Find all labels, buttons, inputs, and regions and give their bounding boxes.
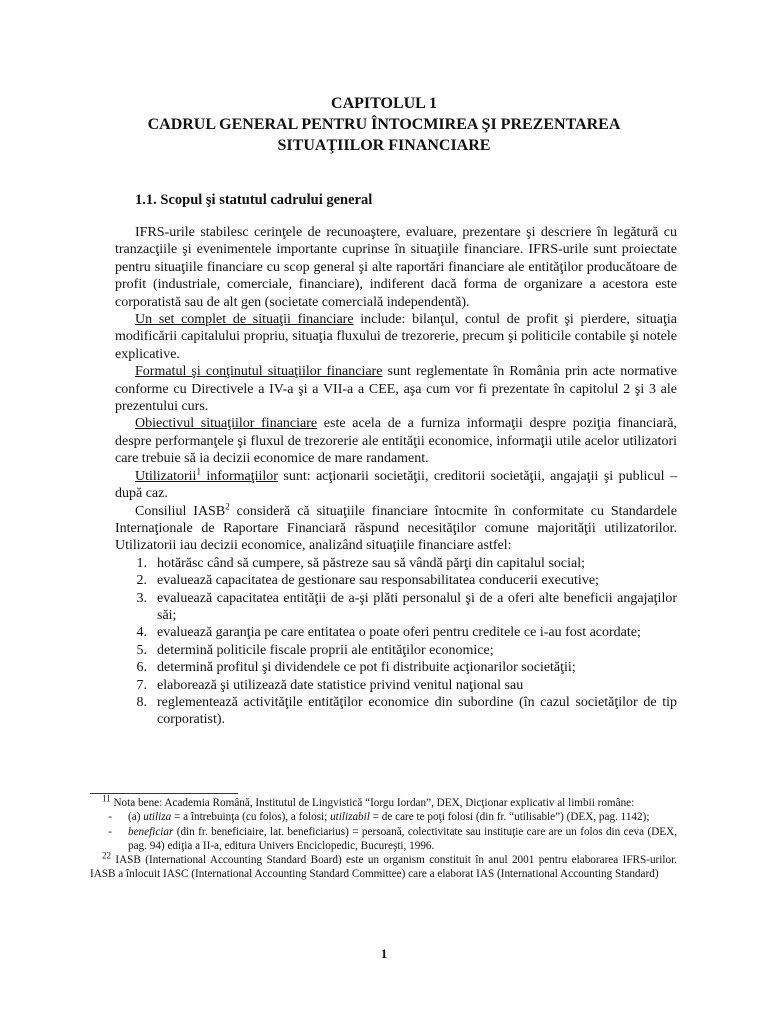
footnote-1a-prefix: (a): [128, 811, 144, 824]
chapter-label: CAPITOLUL 1: [331, 95, 437, 112]
list-item: [115, 555, 677, 572]
paragraph-6-text: consideră că situaţiile financiare întocmite în conformitate cu Standardele Internaţionale de Raportare Financiară răspund necesităţilor comune majorităţii utilizatorilor. Utilizatorii iau decizii economice, analizând situaţiile financiare astfel:: [115, 503, 677, 554]
list-item-number: 2.: [136, 573, 147, 589]
paragraph-3: [115, 363, 677, 415]
list-item: [115, 659, 677, 676]
footnote-1a-term-utilizabil: utilizabil: [330, 811, 370, 824]
list-item-number: 5.: [136, 642, 147, 658]
footnote-1-item-b: [90, 825, 677, 854]
chapter-header: [0, 93, 768, 156]
page-number: 1: [380, 946, 388, 961]
chapter-title-line2: SITUAŢIILOR FINANCIARE: [277, 137, 491, 154]
list-item-text: determină profitul şi dividendele ce pot fi distribuite acţionarilor societăţii;: [157, 660, 576, 676]
list-item-number: 7.: [136, 677, 147, 693]
footnote-1-marker: 11: [102, 793, 111, 804]
list-item-text: determină politicile fiscale proprii ale entităţilor economice;: [157, 642, 494, 658]
list-item-text: evaluează capacitatea de gestionare sau responsabilitatea conducerii executive;: [157, 573, 599, 589]
footnote-1a-term-utiliza: utiliza: [143, 811, 172, 824]
footnote-1a-mid: = a întrebuinţa (cu folos), a folosi;: [171, 811, 331, 824]
footnote-1-item-a: [90, 810, 677, 824]
list-item: [115, 642, 677, 659]
list-item-text: reglementează activităţile entităţilor economice din subordine (în cazul societăţilor de tip corporatist).: [157, 694, 677, 728]
paragraph-4-text: este acela de a furniza informaţii despre poziţia financiară, despre performanţele şi fluxul de trezorerie ale entităţii economice, informaţii utile acelor utilizatori care trebuie să ia decizii economice de mare randament.: [115, 416, 677, 467]
list-item-text: evaluează capacitatea entităţii de a-şi plăti personalul şi de a oferi alte beneficii angajaţilor săi;: [157, 590, 677, 623]
list-item: [115, 572, 677, 589]
dash-marker: -: [108, 825, 112, 838]
list-item: [115, 624, 677, 641]
list-item-text: hotărăsc când să cumpere, să păstreze sau să vândă părţi din capitalul social;: [157, 555, 585, 571]
footnote-2-text: IASB (International Accounting Standard Board) este un organism constituit în anul 2001 pentru elaborarea IFRS-urilor. IASB a înlocuit IASC (International Accounting Standard Committee) care a elaborat IAS (International Accounting Standard): [90, 854, 677, 881]
footnote-1-text: Nota bene: Academia Română, Institutul de Lingvistică “Iorgu Iordan”, DEX, Dicţionar explicativ al limbii române:: [110, 797, 635, 809]
footnote-1b-post: (din fr. beneficiaire, lat. beneficiarius) = persoană, colectivitate sau instituţie care are un folos din ceva (DEX, pag. 94) ediţia a II-a, editura Univers Enciclopedic, Bucureşti, 1996.: [128, 825, 677, 852]
term-obiectivul: Obiectivul situaţiilor financiare: [135, 416, 318, 432]
dash-marker: -: [108, 811, 112, 824]
footnotes: [90, 793, 677, 882]
list-item-number: 4.: [136, 625, 147, 641]
list-item-number: 6.: [136, 660, 147, 676]
list-item-text: evaluează garanţia pe care entitatea o poate oferi pentru creditele ce i-au fost acordate;: [157, 625, 641, 641]
term-utilizatorii: [135, 466, 278, 484]
paragraph-6-start: Consiliul IASB: [135, 503, 226, 519]
footnote-1-item-a-text: [128, 810, 677, 824]
paragraph-3-text: sunt reglementate în România prin acte normative conforme cu Directivele a IV-a şi a VII-a a CEE, aşa cum vor fi prezentate în capitolul 2 şi 3 ale prezentului curs.: [115, 364, 677, 415]
term-informatiilor-word: informaţiilor: [200, 468, 278, 484]
footnote-1a-post: = de care te poţi folosi (din fr. “utilisable”) (DEX, pag. 1142);: [369, 811, 650, 824]
footnote-1: [90, 793, 677, 810]
paragraph-2-text: include: bilanţul, contul de profit şi pierdere, situaţia modificării capitalului propriu, situaţia fluxului de trezorerie, precum şi politicile contabile şi notele explicative.: [115, 312, 677, 362]
footnote-2: [90, 850, 677, 882]
footnote-2-marker: 22: [102, 850, 111, 861]
term-utilizatorii-word: Utilizatorii: [135, 468, 197, 484]
footnote-ref-1[interactable]: 1: [196, 466, 201, 477]
footnote-separator: [90, 793, 238, 794]
body-text: [115, 224, 677, 729]
footnote-ref-2[interactable]: 2: [225, 500, 230, 511]
list-item-number: 8.: [136, 694, 147, 710]
paragraph-5: [115, 468, 677, 503]
term-formatul: Formatul şi conţinutul situaţiilor financiare: [135, 364, 383, 380]
paragraph-1: IFRS-urile stabilesc cerinţele de recunoaştere, evaluare, prezentare şi descriere în legătură cu tranzacţiile şi evenimentele importante cuprinse în situaţiile financiare. IFRS-urile sunt proiectate pentru situaţiile financiare cu scop general şi alte raportări financiare ale entităţilor producătoare de profit (industriale, comerciale, financiare), indiferent dacă forma de organizare a acestora este corporatistă sau de alt gen (societate comercială independentă).: [115, 225, 677, 310]
list-item-number: 1.: [136, 555, 147, 571]
footnote-1b-term-beneficiar: beneficiar: [128, 825, 174, 838]
paragraph-5-text: sunt: acţionarii societăţii, creditorii societăţii, angajaţii şi publicul – după caz.: [115, 468, 677, 502]
list-item-text: elaborează şi utilizează date statistice privind venitul naţional sau: [157, 677, 524, 693]
list-item-number: 3.: [136, 590, 147, 606]
chapter-title-line1: CADRUL GENERAL PENTRU ÎNTOCMIREA ŞI PREZENTAREA: [147, 116, 621, 133]
list-item: [115, 677, 677, 694]
decisions-list: [115, 555, 677, 729]
list-item: [115, 694, 677, 729]
term-set-complet: Un set complet de situaţii financiare: [135, 312, 354, 328]
section-heading: 1.1. Scopul şi statutul cadrului general: [135, 192, 373, 208]
footnote-1-item-b-text: [128, 825, 677, 854]
paragraph-4: [115, 415, 677, 467]
paragraph-2: [115, 311, 677, 363]
paragraph-6: [115, 500, 677, 555]
list-item: [115, 590, 677, 625]
